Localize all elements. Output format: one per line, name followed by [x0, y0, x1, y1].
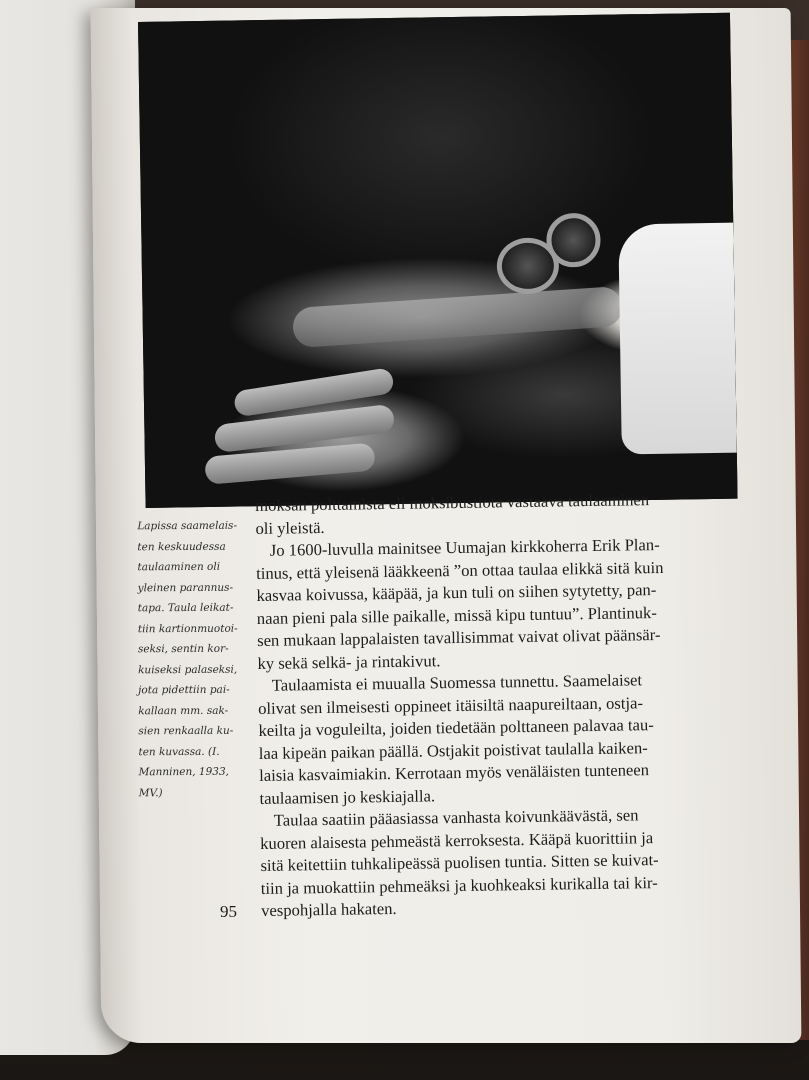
caption-line: kallaan mm. sak-	[138, 704, 229, 717]
caption-line: Lapissa saamelais-	[137, 519, 238, 533]
finger-shape	[292, 286, 624, 348]
text-line: Taulaamista ei muualla Suomessa tunnettu. Saamelaiset	[271, 670, 643, 695]
text-line: laisia kasvaimiakin. Kerrotaan myös venäläisten tunteneen	[259, 760, 650, 785]
text-line: kasvaa koivussa, kääpää, ja kun tuli on siihen sytytetty, pan-	[256, 580, 657, 605]
caption-line: yleinen parannus-	[137, 581, 234, 594]
scissor-ring	[546, 213, 601, 268]
caption-line: Manninen, 1933,	[138, 765, 229, 779]
text-line: tiin ja muokattiin pehmeäksi ja kuohkeaksi kurikalla tai kir-	[260, 872, 658, 898]
caption-line: taulaaminen oli	[137, 560, 221, 574]
caption-line: ten keskuudessa	[137, 540, 226, 553]
text-line: Jo 1600-luvulla mainitsee Uumajan kirkkoherra Erik Plan-	[269, 535, 660, 560]
body-text	[255, 487, 771, 922]
photo-caption	[137, 516, 239, 804]
white-cloth	[618, 223, 737, 455]
page-number: 95	[220, 902, 237, 921]
caption-line: kuiseksi palaseksi,	[138, 663, 238, 676]
caption-line: tiin kartionmuotoi-	[137, 622, 238, 635]
text-line: sitä keitettiin tuhkalipeässä puolisen tuntia. Sitten se kuivat-	[260, 850, 659, 875]
text-line: naan pieni pala sille paikalle, missä kipu tuntuu”. Plantinuk-	[256, 602, 657, 628]
text-line: oli yleistä.	[255, 517, 325, 538]
caption-line: ten kuvassa. (I.	[138, 745, 220, 758]
caption-line: jota pidettiin pai-	[138, 683, 230, 697]
text-line: tinus, että yleisenä lääkkeenä ”on ottaa taulaa elikkä sitä kuin	[256, 557, 664, 583]
text-line: ky sekä selkä- ja rintakivut.	[257, 650, 441, 673]
text-line: moksan polttamista eli moksibustiota vastaava taulaaminen	[255, 490, 650, 515]
caption-line: sien renkaalla ku-	[138, 724, 234, 738]
text-line: keilta ja voguleilta, joiden tiedetään polttaneen palavaa tau-	[258, 715, 654, 740]
caption-line: MV.)	[138, 786, 163, 799]
text-line: sen mukaan lappalaisten tavallisimmat vaivat olivat päänsär-	[257, 625, 661, 650]
text-line: kuoren alaisesta pehmeästä kerroksesta. Kääpä kuorittiin ja	[260, 827, 654, 853]
caption-line: tapa. Taula leikat-	[137, 601, 234, 615]
text-line: olivat sen ilmeisesti oppineet itäisiltä naapureiltaan, ostja-	[258, 692, 644, 718]
caption-line: seksi, sentin kor-	[137, 642, 229, 656]
text-line: laa kipeän paikan päällä. Ostjakit poistivat taulalla kaiken-	[258, 737, 648, 763]
photograph	[138, 13, 738, 508]
text-line: Taulaa saatiin pääasiassa vanhasta koivunkäävästä, sen	[273, 805, 639, 830]
text-line: taulaamisen jo keskiajalla.	[259, 785, 436, 808]
text-line: vespohjalla hakaten.	[261, 898, 397, 920]
